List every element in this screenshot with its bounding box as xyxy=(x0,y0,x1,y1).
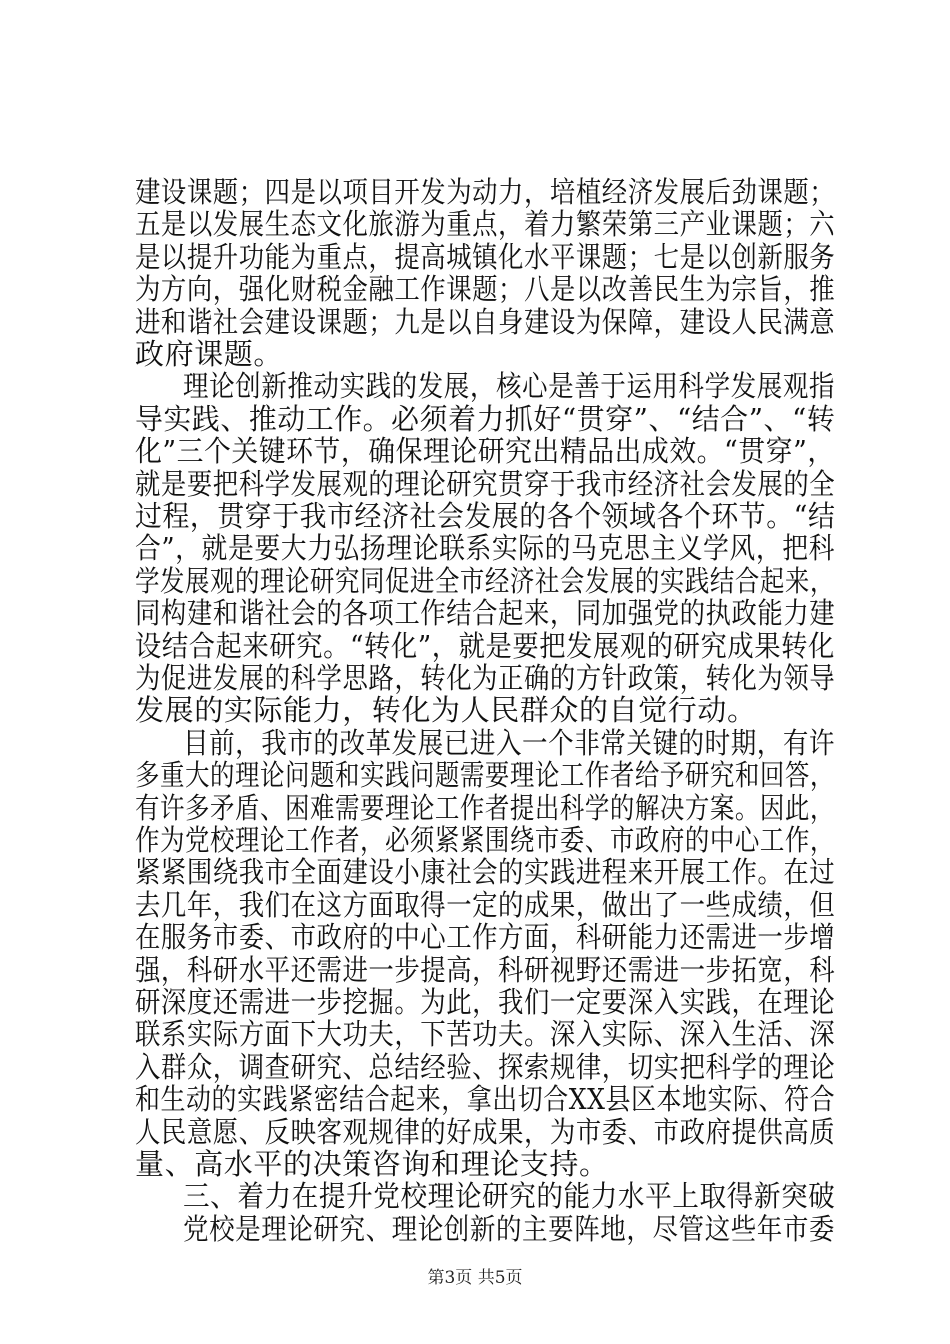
paragraph-first-line: 党校是理论研究、理论创新的主要阵地，尽管这些年市委 xyxy=(183,1211,836,1246)
text-line: 建设课题；四是以项目开发为动力，培植经济发展后劲课题； xyxy=(135,175,836,209)
text-line: 入群众，调查研究、总结经验、探索规律，切实把科学的理论 xyxy=(135,1049,836,1084)
text-line: 进和谐社会建设课题；九是以自身建设为保障，建设人民满意 xyxy=(135,304,836,339)
text-line: 作为党校理论工作者，必须紧紧围绕市委、市政府的中心工作， xyxy=(135,823,835,857)
text-line: 和生动的实践紧密结合起来，拿出切合XX县区本地实际、符合 xyxy=(135,1082,836,1117)
text-line: 政府课题。 xyxy=(135,337,284,371)
text-line: 化”三个关键环节，确保理论研究出精品出成效。“贯穿”， xyxy=(135,434,835,469)
text-line: 强，科研水平还需进一步提高，科研视野还需进一步拓宽，科 xyxy=(135,952,836,987)
text-line: 为促进发展的科学思路，转化为正确的方针政策，转化为领导 xyxy=(135,661,836,695)
text-line: 过程，贯穿于我市经济社会发展的各个领域各个环节。“结 xyxy=(135,499,836,533)
paragraph-first-line: 目前，我市的改革发展已进入一个非常关键的时期，有许 xyxy=(183,725,836,760)
text-line: 联系实际方面下大功夫，下苦功夫。深入实际、深入生活、深 xyxy=(135,1017,836,1052)
text-line: 多重大的理论问题和实践问题需要理论工作者给予研究和回答， xyxy=(135,758,835,793)
paragraph-first-line: 理论创新推动实践的发展，核心是善于运用科学发展观指 xyxy=(183,369,836,404)
text-line: 去几年，我们在这方面取得一定的成果，做出了一些成绩，但 xyxy=(135,887,836,922)
text-line: 五是以发展生态文化旅游为重点，着力繁荣第三产业课题；六 xyxy=(135,207,836,242)
text-line: 紧紧围绕我市全面建设小康社会的实践进程来开展工作。在过 xyxy=(135,855,836,890)
text-line: 在服务市委、市政府的中心工作方面，科研能力还需进一步增 xyxy=(135,920,836,955)
text-line: 人民意愿、反映客观规律的好成果，为市委、市政府提供高质 xyxy=(135,1114,836,1149)
text-line: 为方向，强化财税金融工作课题；八是以改善民生为宗旨，推 xyxy=(135,272,836,307)
section-heading: 三、着力在提升党校理论研究的能力水平上取得新突破 xyxy=(183,1179,836,1214)
text-line: 量、高水平的决策咨询和理论支持。 xyxy=(135,1147,609,1181)
text-line: 学发展观的理论研究同促进全市经济社会发展的实践结合起来， xyxy=(135,563,835,598)
text-line: 合”，就是要大力弘扬理论联系实际的马克思主义学风，把科 xyxy=(135,531,836,566)
text-line: 就是要把科学发展观的理论研究贯穿于我市经济社会发展的全 xyxy=(135,466,836,501)
text-line: 发展的实际能力，转化为人民群众的自觉行动。 xyxy=(135,693,757,728)
text-line: 同构建和谐社会的各项工作结合起来，同加强党的执政能力建 xyxy=(135,596,836,631)
text-line: 导实践、推动工作。必须着力抓好“贯穿”、“结合”、“转 xyxy=(135,401,836,436)
text-line: 有许多矛盾、困难需要理论工作者提出科学的解决方案。因此， xyxy=(135,790,835,825)
text-line: 研深度还需进一步挖掘。为此，我们一定要深入实践，在理论 xyxy=(135,985,836,1019)
page-footer: 第3页 共5页 xyxy=(427,1268,523,1288)
text-line: 是以提升功能为重点，提高城镇化水平课题；七是以创新服务 xyxy=(135,239,836,274)
text-line: 设结合起来研究。“转化”，就是要把发展观的研究成果转化 xyxy=(135,628,835,663)
